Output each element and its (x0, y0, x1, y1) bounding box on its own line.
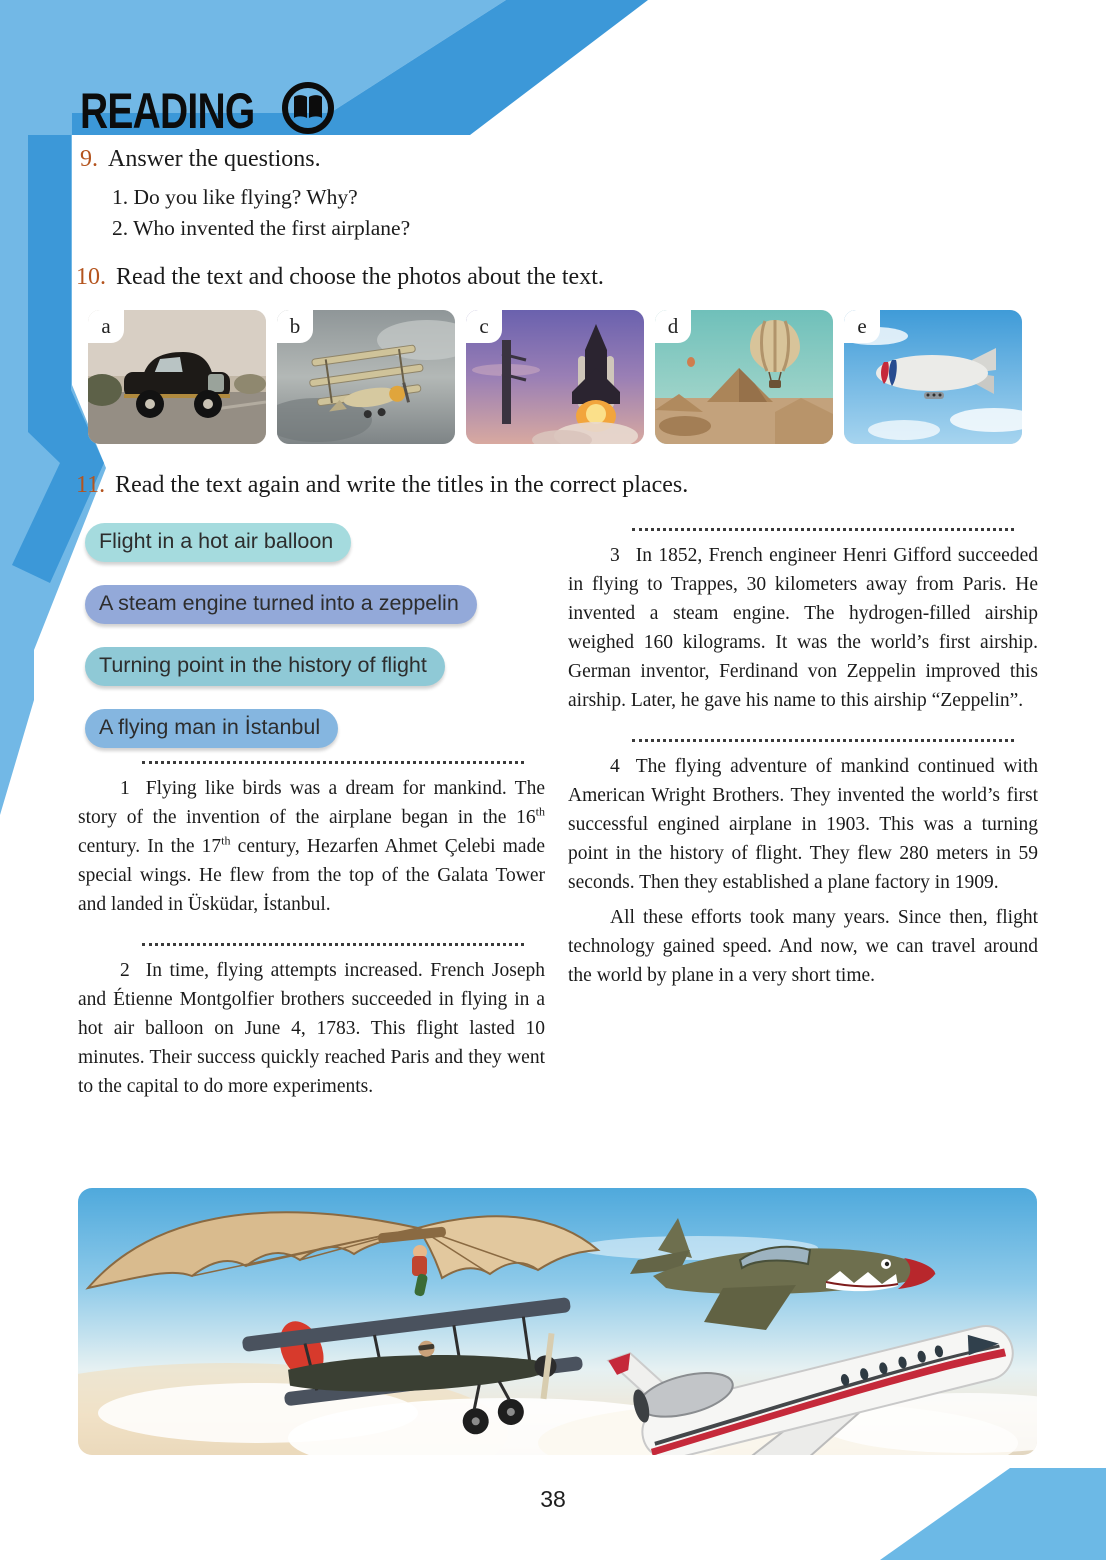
photo-option-b-triplane[interactable] (277, 310, 455, 444)
exercise-9-instruction: Answer the questions. (108, 146, 321, 172)
exercise-9-number: 9. (80, 146, 98, 172)
question-1: 1. Do you like flying? Why? (112, 185, 358, 209)
exercise-10-instruction: Read the text and choose the photos about the text. (116, 264, 604, 290)
exercise-10-heading (76, 264, 604, 291)
photo-option-e-zeppelin[interactable] (844, 310, 1022, 444)
paragraph-3: 3 In 1852, French engineer Henri Gifford succeeded in flying to Trappes, 30 kilometers away from Paris. He invented a steam engine. The hydrogen-filled airship weighed 160 kilograms. It was the world’s first airship. German inventor, Ferdinand von Zeppelin improved this airship. Later, he gave his name to this airship “Zeppelin”. (568, 545, 1038, 711)
photo-option-a-vintage-car[interactable] (88, 310, 266, 444)
photo-letter-e: e (844, 310, 880, 343)
answer-blank-paragraph-2[interactable] (142, 939, 524, 946)
exercise-9-heading (80, 146, 321, 173)
aircraft-history-illustration (78, 1188, 1037, 1455)
paragraph-2: 2 In time, flying attempts increased. French Joseph and Étienne Montgolfier brothers succeeded in flying in a hot air balloon on June 4, 1783. This flight lasted 10 minutes. Their success quickly reached Paris and they went to the capital to do more experiments. (78, 960, 545, 1097)
section-title: READING (80, 82, 255, 139)
title-option-hot-air-balloon[interactable]: Flight in a hot air balloon (85, 523, 351, 562)
title-option-turning-point[interactable]: Turning point in the history of flight (85, 647, 445, 686)
page-number: 38 (540, 1486, 566, 1512)
title-option-steam-engine-zeppelin[interactable]: A steam engine turned into a zeppelin (85, 585, 477, 624)
photo-letter-c: c (466, 310, 502, 343)
exercise-9-questions (112, 182, 410, 244)
paragraph-4: 4 The flying adventure of mankind continued with American Wright Brothers. They invented the world’s first successful engined airplane in 1903. This was a turning point in the history of flight. They flew 280 meters in 59 seconds. Then they established a plane factory in 1909. (568, 756, 1038, 893)
closing-paragraph: All these efforts took many years. Since then, flight technology gained speed. And now, we can travel around the world by plane in a very short time. (568, 907, 1038, 986)
answer-blank-paragraph-4[interactable] (632, 735, 1014, 742)
photo-letter-a: a (88, 310, 124, 343)
section-header (80, 80, 336, 141)
title-option-flying-man[interactable]: A flying man in İstanbul (85, 709, 338, 748)
photo-letter-b: b (277, 310, 313, 343)
reading-text-right-column (568, 524, 1038, 996)
photo-option-c-space-shuttle[interactable] (466, 310, 644, 444)
exercise-11-heading (76, 472, 688, 499)
title-options (85, 523, 555, 771)
photo-letter-d: d (655, 310, 691, 343)
reading-text-left-column (78, 757, 545, 1107)
exercise-11-instruction: Read the text again and write the titles in the correct places. (115, 472, 689, 498)
photo-options-row (88, 310, 1022, 444)
paragraph-1: 1 Flying like birds was a dream for mankind. The story of the invention of the airplane began in the 16th century. In the 17th century, Hezarfen Ahmet Çelebi made special wings. He flew from the top of the Galata Tower and landed in Üsküdar, İstanbul. (78, 778, 545, 915)
exercise-10-number: 10. (76, 264, 106, 290)
exercise-11-number: 11. (76, 472, 106, 498)
open-book-icon (280, 80, 336, 141)
answer-blank-paragraph-3[interactable] (632, 524, 1014, 531)
photo-option-d-hot-air-balloon[interactable] (655, 310, 833, 444)
question-2: 2. Who invented the first airplane? (112, 216, 411, 240)
answer-blank-paragraph-1[interactable] (142, 757, 524, 764)
